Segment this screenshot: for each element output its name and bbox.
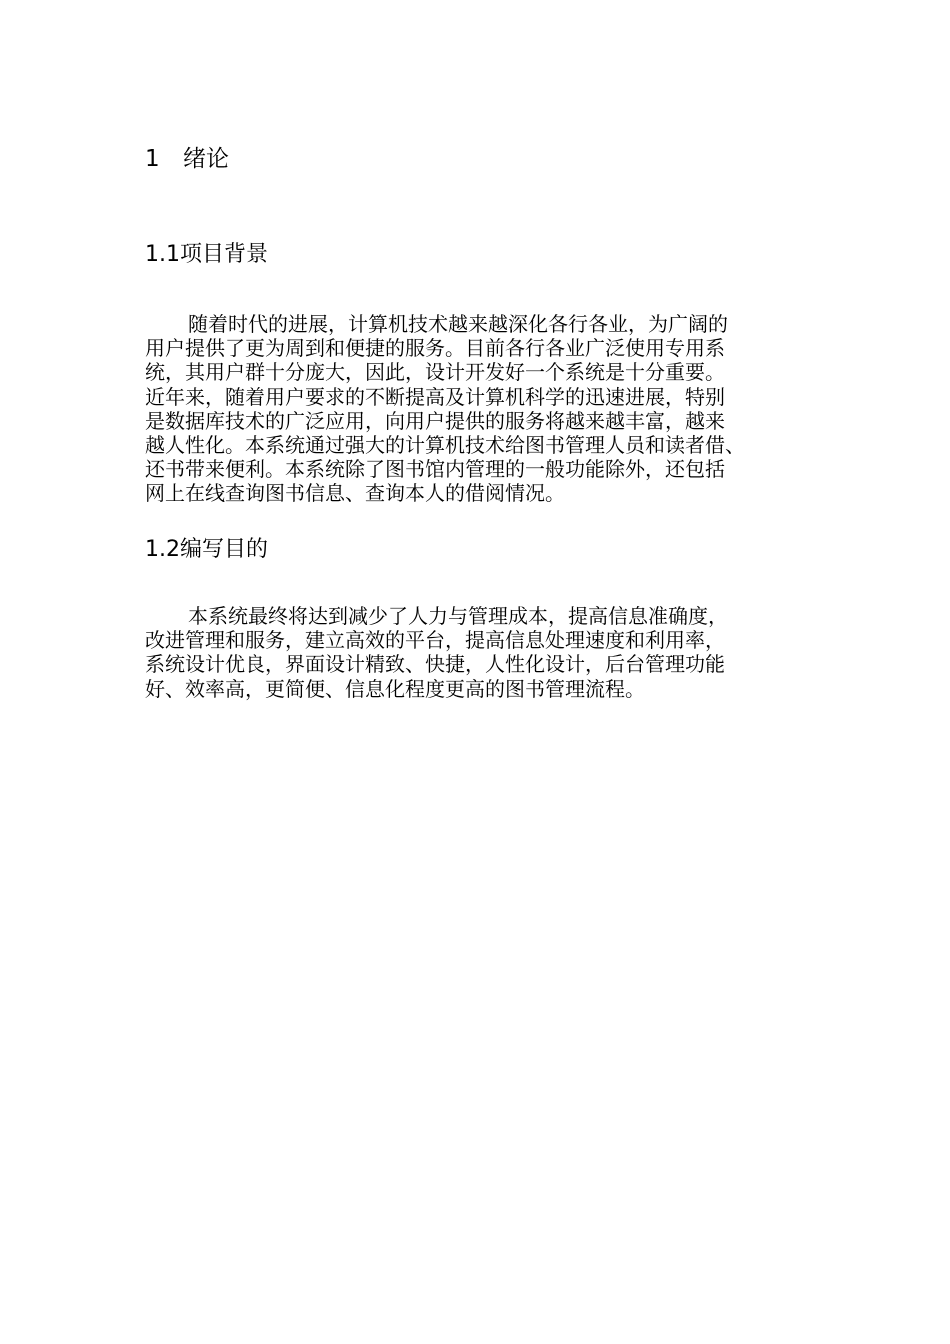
paragraph-line: 系统设计优良，界面设计精致、快捷，人性化设计，后台管理功能 bbox=[145, 652, 725, 677]
paragraph-line: 随着时代的进展，计算机技术越来越深化各行各业，为广阔的 bbox=[188, 312, 728, 336]
paragraph-line: 本系统最终将达到减少了人力与管理成本，提高信息准确度， bbox=[188, 604, 728, 628]
paragraph-line: 还书带来便利。本系统除了图书馆内管理的一般功能除外，还包括 bbox=[145, 457, 725, 482]
section-paragraph-background bbox=[145, 312, 845, 506]
chapter-heading bbox=[145, 144, 229, 174]
chapter-number: 1 bbox=[145, 146, 160, 172]
paragraph-line: 改进管理和服务，建立高效的平台，提高信息处理速度和利用率， bbox=[145, 628, 725, 653]
paragraph-line: 网上在线查询图书信息、查询本人的借阅情况。 bbox=[145, 481, 565, 506]
paragraph-line: 用户提供了更为周到和便捷的服务。目前各行各业广泛使用专用系 bbox=[145, 336, 725, 361]
section-heading-purpose: 1.2编写目的 bbox=[145, 537, 268, 562]
paragraph-line: 越人性化。本系统通过强大的计算机技术给图书管理人员和读者借、 bbox=[145, 433, 745, 458]
paragraph-line: 统，其用户群十分庞大，因此，设计开发好一个系统是十分重要。 bbox=[145, 360, 725, 385]
paragraph-line: 近年来，随着用户要求的不断提高及计算机科学的迅速进展，特别 bbox=[145, 384, 725, 409]
paragraph-line: 好、效率高，更简便、信息化程度更高的图书管理流程。 bbox=[145, 676, 645, 701]
paragraph-line: 是数据库技术的广泛应用，向用户提供的服务将越来越丰富，越来 bbox=[145, 408, 725, 433]
chapter-title: 绪论 bbox=[183, 146, 229, 172]
section-heading-background: 1.1项目背景 bbox=[145, 242, 268, 267]
section-paragraph-purpose bbox=[145, 604, 845, 701]
